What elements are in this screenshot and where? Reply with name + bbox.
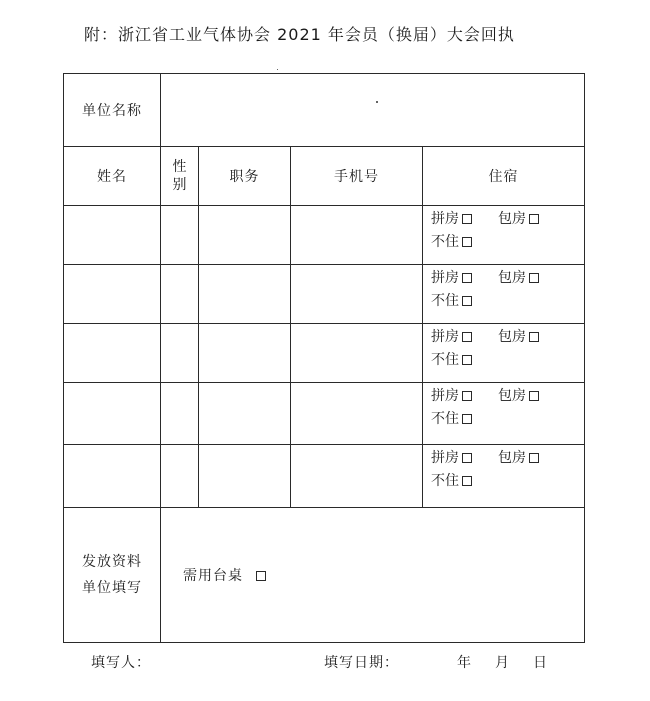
- lodging-none-label: 不住: [431, 473, 459, 489]
- desk-checkbox[interactable]: [256, 571, 266, 581]
- position-field[interactable]: [199, 445, 291, 508]
- gender-field[interactable]: [161, 206, 199, 265]
- unit-name-field[interactable]: [161, 74, 585, 147]
- lodging-none-option[interactable]: [431, 470, 472, 493]
- lodging-none-checkbox[interactable]: [462, 296, 472, 306]
- phone-field[interactable]: [291, 265, 423, 324]
- lodging-single-option[interactable]: [498, 267, 539, 290]
- fill-date-parts: [457, 652, 548, 672]
- distribution-label-line2: 单位填写: [82, 580, 142, 596]
- date-day-label: 日: [533, 655, 548, 671]
- lodging-shared-label: 拼房: [431, 450, 459, 466]
- lodging-single-option[interactable]: [498, 208, 539, 231]
- lodging-shared-label: 拼房: [431, 329, 459, 345]
- scan-speck: [277, 69, 278, 70]
- position-field[interactable]: [199, 265, 291, 324]
- lodging-shared-option[interactable]: [431, 208, 472, 231]
- filler-label: 填写人：: [91, 655, 151, 671]
- scan-speck: [376, 101, 378, 103]
- unit-name-row: [64, 74, 585, 147]
- lodging-single-label: 包房: [498, 211, 526, 227]
- lodging-none-label: 不住: [431, 234, 459, 250]
- lodging-none-label: 不住: [431, 293, 459, 309]
- name-field[interactable]: [64, 265, 161, 324]
- name-field[interactable]: [64, 445, 161, 508]
- unit-name-label: 单位名称: [64, 74, 161, 147]
- reply-form-table: [63, 73, 585, 643]
- lodging-single-checkbox[interactable]: [529, 214, 539, 224]
- lodging-shared-checkbox[interactable]: [462, 332, 472, 342]
- position-field[interactable]: [199, 324, 291, 383]
- lodging-shared-checkbox[interactable]: [462, 214, 472, 224]
- lodging-shared-label: 拼房: [431, 270, 459, 286]
- lodging-none-checkbox[interactable]: [462, 237, 472, 247]
- lodging-single-label: 包房: [498, 329, 526, 345]
- name-field[interactable]: [64, 383, 161, 445]
- position-field[interactable]: [199, 206, 291, 265]
- lodging-options: [423, 206, 585, 265]
- name-field[interactable]: [64, 324, 161, 383]
- attendee-row: [64, 445, 585, 508]
- position-field[interactable]: [199, 383, 291, 445]
- lodging-shared-checkbox[interactable]: [462, 273, 472, 283]
- lodging-shared-option[interactable]: [431, 267, 472, 290]
- date-year-label: 年: [457, 655, 472, 671]
- phone-field[interactable]: [291, 206, 423, 265]
- attendee-row: [64, 265, 585, 324]
- lodging-shared-option[interactable]: [431, 326, 472, 349]
- lodging-single-label: 包房: [498, 270, 526, 286]
- lodging-options: [423, 445, 585, 508]
- gender-field[interactable]: [161, 383, 199, 445]
- distribution-row: [64, 508, 585, 643]
- gender-field[interactable]: [161, 324, 199, 383]
- lodging-none-option[interactable]: [431, 290, 472, 313]
- header-position: 职务: [199, 147, 291, 206]
- lodging-none-checkbox[interactable]: [462, 414, 472, 424]
- lodging-single-option[interactable]: [498, 326, 539, 349]
- lodging-single-label: 包房: [498, 450, 526, 466]
- lodging-none-label: 不住: [431, 352, 459, 368]
- lodging-shared-option[interactable]: [431, 447, 472, 470]
- fill-date-label: 填写日期：: [324, 655, 399, 671]
- name-field[interactable]: [64, 206, 161, 265]
- document-title: 附：浙江省工业气体协会 2021 年会员（换届）大会回执: [84, 25, 515, 44]
- lodging-single-checkbox[interactable]: [529, 391, 539, 401]
- distribution-label-line1: 发放资料: [82, 554, 142, 570]
- lodging-single-checkbox[interactable]: [529, 332, 539, 342]
- lodging-shared-checkbox[interactable]: [462, 391, 472, 401]
- header-phone: 手机号: [291, 147, 423, 206]
- header-lodging: 住宿: [423, 147, 585, 206]
- header-gender-text: 性别: [172, 159, 187, 193]
- desk-label: 需用台桌: [183, 568, 243, 584]
- lodging-options: [423, 383, 585, 445]
- date-month-label: 月: [495, 655, 510, 671]
- lodging-none-label: 不住: [431, 411, 459, 427]
- lodging-shared-label: 拼房: [431, 388, 459, 404]
- lodging-options: [423, 324, 585, 383]
- lodging-none-option[interactable]: [431, 408, 472, 431]
- phone-field[interactable]: [291, 383, 423, 445]
- attendee-row: [64, 206, 585, 265]
- lodging-shared-option[interactable]: [431, 385, 472, 408]
- lodging-options: [423, 265, 585, 324]
- gender-field[interactable]: [161, 445, 199, 508]
- lodging-none-checkbox[interactable]: [462, 476, 472, 486]
- header-name: 姓名: [64, 147, 161, 206]
- lodging-shared-checkbox[interactable]: [462, 453, 472, 463]
- phone-field[interactable]: [291, 324, 423, 383]
- lodging-shared-label: 拼房: [431, 211, 459, 227]
- desk-option[interactable]: [161, 508, 585, 643]
- lodging-none-option[interactable]: [431, 349, 472, 372]
- lodging-single-option[interactable]: [498, 447, 539, 470]
- lodging-single-option[interactable]: [498, 385, 539, 408]
- header-row: [64, 147, 585, 206]
- gender-field[interactable]: [161, 265, 199, 324]
- lodging-none-checkbox[interactable]: [462, 355, 472, 365]
- lodging-single-label: 包房: [498, 388, 526, 404]
- distribution-label: [64, 508, 161, 643]
- attendee-row: [64, 324, 585, 383]
- lodging-single-checkbox[interactable]: [529, 453, 539, 463]
- lodging-single-checkbox[interactable]: [529, 273, 539, 283]
- lodging-none-option[interactable]: [431, 231, 472, 254]
- header-gender: [161, 147, 199, 206]
- phone-field[interactable]: [291, 445, 423, 508]
- attendee-row: [64, 383, 585, 445]
